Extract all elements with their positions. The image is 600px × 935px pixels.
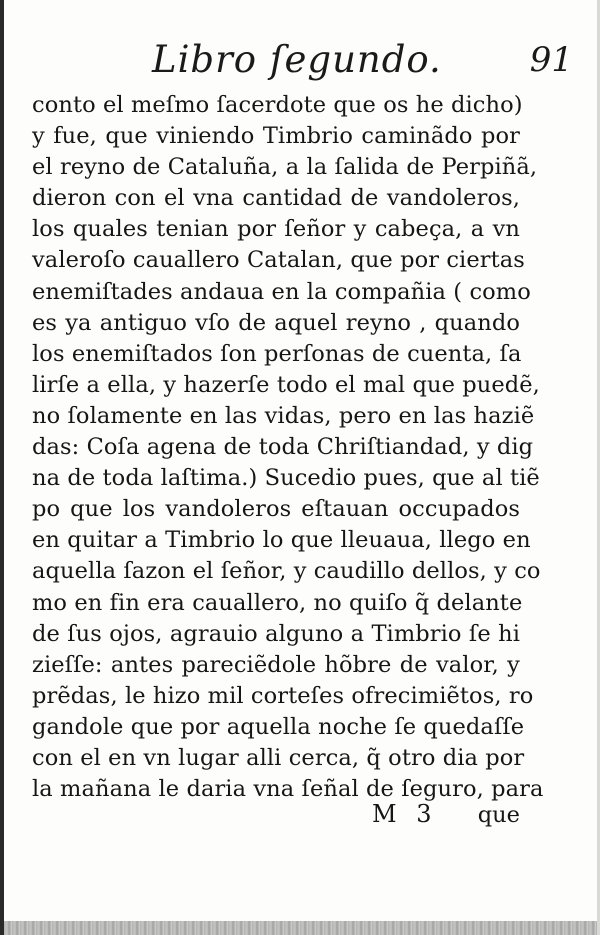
text-line: aquella ſazon el ſeñor, y caudillo dellos, y co [32,558,541,585]
text-line: lirſe a ella, y hazerſe todo el mal que puedẽ, [32,371,540,398]
folio-number: 91 [529,40,573,80]
text-line: po que los vandoleros eſtauan occupados [32,496,520,523]
text-line: no ſolamente en las vidas, pero en las haziẽ [32,402,535,429]
text-line: dieron con el vna cantidad de vandoleros, [32,185,520,212]
body-text [32,90,544,805]
text-line: y fue, que viniendo Timbrio caminãdo por [32,123,520,150]
running-title: Libro ſegundo. [152,38,442,81]
text-line: na de toda laſtima.) Sucedio pues, que al tiẽ [32,465,540,492]
text-line: zieſſe: antes pareciẽdole hõbre de valor, y [32,651,520,678]
text-line: de ſus ojos, agrauio alguno a Timbrio ſe hi [32,620,520,647]
page-bottom-edge [4,921,597,935]
text-line: el reyno de Cataluña, a la ſalida de Perpiñã, [32,154,538,181]
catchword: que [477,802,520,828]
page-header [32,38,573,88]
text-line: los enemiſtados ſon perſonas de cuenta, ſa [32,340,522,367]
text-line: das: Coſa agena de toda Chriſtiandad, y dig [32,434,534,461]
page-footer [32,800,520,832]
text-line: con el en vn lugar alli cerca, q̃ otro dia por [32,744,525,771]
text-line: en quitar a Timbrio lo que lleuaua, llego en [32,527,531,554]
text-line: conto el meſmo ſacerdote que os he dicho) [32,92,523,118]
signature-mark: M 3 [372,800,438,828]
text-line: es ya antiguo vſo de aquel reyno , quando [32,309,520,336]
text-line: enemiſtades andaua en la compañia ( como [32,278,531,305]
text-line: los quales tenian por ſeñor y cabeça, a vn [32,216,520,243]
text-line: gandole que por aquella noche ſe quedaſſe [32,713,525,740]
text-line: mo en fin era cauallero, no quiſo q̃ delante [32,589,523,616]
text-line: prẽdas, le hizo mil corteſes ofrecimiẽtos, ro [32,682,534,709]
text-line: la mañana le daria vna ſeñal de ſeguro, para [32,776,544,803]
text-line: valeroſo cauallero Catalan, que por ciertas [32,247,525,274]
